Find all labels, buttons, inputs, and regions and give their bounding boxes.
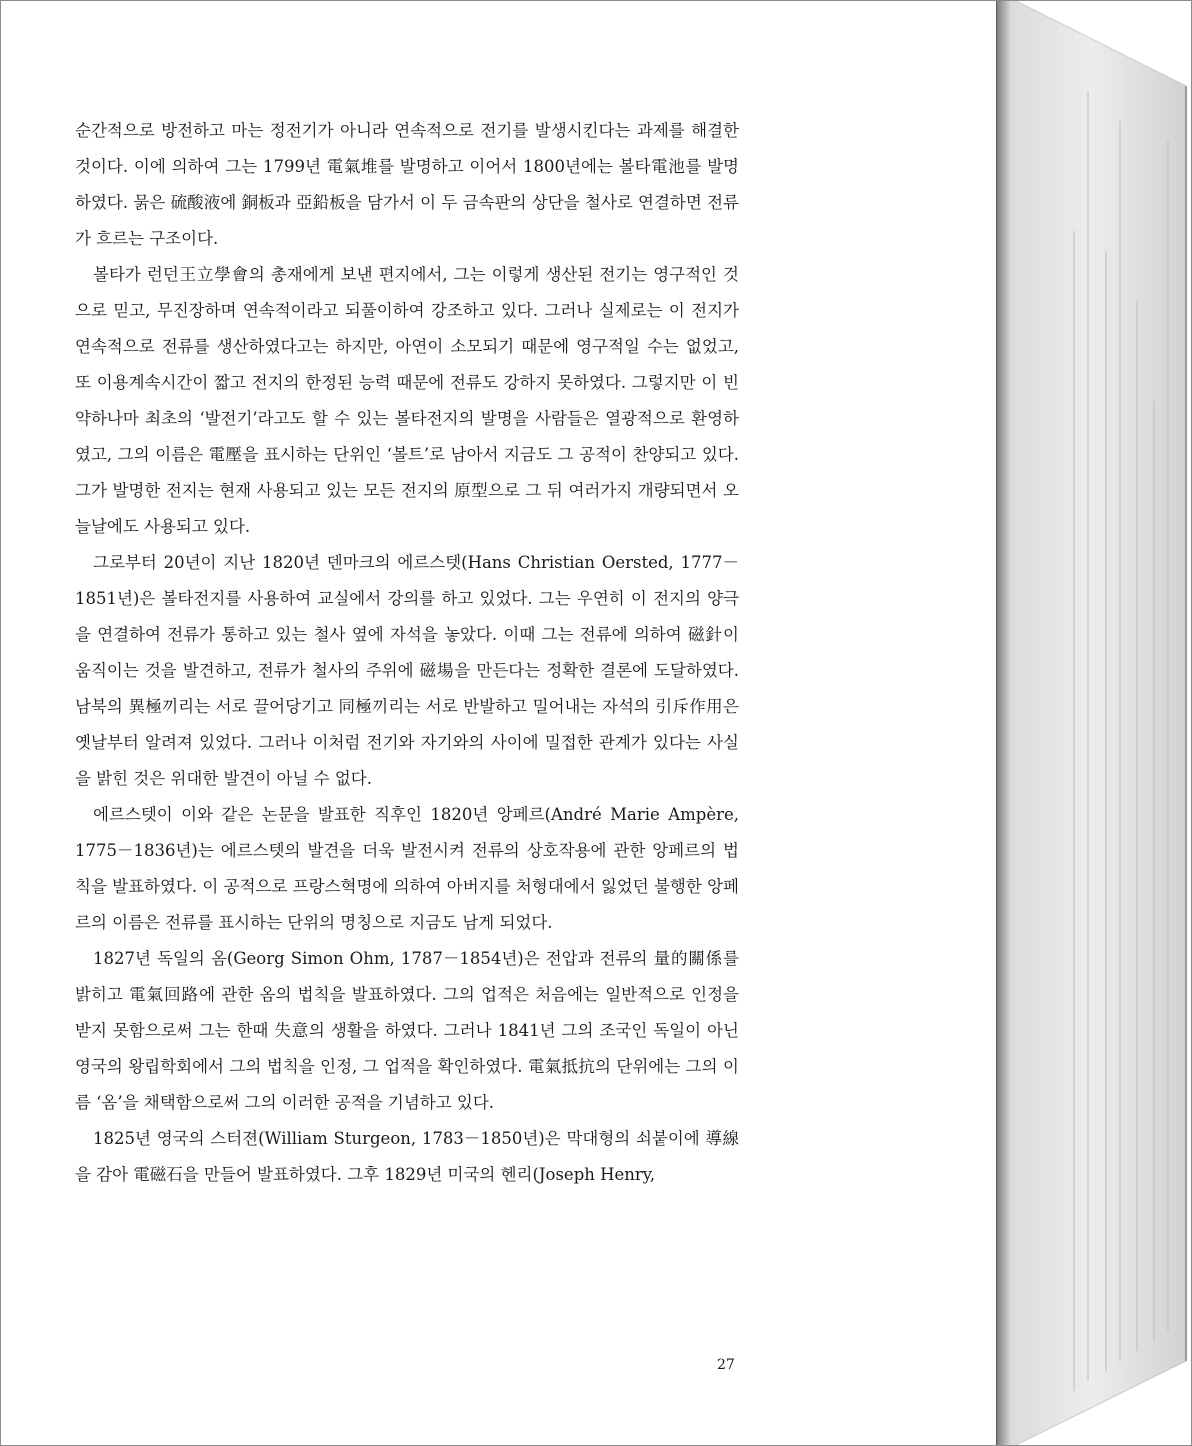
book-page-stack-edge bbox=[996, 1, 1191, 1445]
paragraph-4: 에르스텟이 이와 같은 논문을 발표한 직후인 1820년 앙페르(André Marie Ampère, 1775－1836년)는 에르스텟의 발견을 더욱 발전시켜 전류의 상호작용에 관한 앙페르의 법칙을 발표하였다. 이 공적으로 프랑스혁명에 의하여 아버지를 처형대에서 잃었던 불행한 앙페르의 이름은 전류를 표시하는 단위의 명칭으로 지금도 남게 되었다. bbox=[75, 805, 739, 932]
paragraph-3: 그로부터 20년이 지난 1820년 덴마크의 에르스텟(Hans Christian Oersted, 1777－1851년)은 볼타전지를 사용하여 교실에서 강의를 하고 있었다. 그는 우연히 이 전지의 양극을 연결하여 전류가 통하고 있는 철사 옆에 자석을 놓았다. 이때 그는 전류에 의하여 磁針이 움직이는 것을 발견하고, 전류가 철사의 주위에 磁場을 만든다는 정확한 결론에 도달하였다. 남북의 異極끼리는 서로 끌어당기고 同極끼리는 서로 반발하고 밀어내는 자석의 引斥作用은 옛날부터 알려져 있었다. 그러나 이처럼 전기와 자기와의 사이에 밀접한 관계가 있다는 사실을 밝힌 것은 위대한 발견이 아닐 수 없다. bbox=[75, 553, 739, 788]
paragraph-2: 볼타가 런던王立學會의 총재에게 보낸 편지에서, 그는 이렇게 생산된 전기는 영구적인 것으로 믿고, 무진장하며 연속적이라고 되풀이하여 강조하고 있다. 그러나 실제로는 이 전지가 연속적으로 전류를 생산하였다고는 하지만, 아연이 소모되기 때문에 영구적일 수는 없었고, 또 이용계속시간이 짧고 전지의 한정된 능력 때문에 전류도 강하지 못하였다. 그렇지만 이 빈약하나마 최초의 ‘발전기’라고도 할 수 있는 볼타전지의 발명을 사람들은 열광적으로 환영하였고, 그의 이름은 電壓을 표시하는 단위인 ‘볼트’로 남아서 지금도 그 공적이 찬양되고 있다. 그가 발명한 전지는 현재 사용되고 있는 모든 전지의 原型으로 그 뒤 여러가지 개량되면서 오늘날에도 사용되고 있다. bbox=[75, 265, 739, 536]
paragraph-5: 1827년 독일의 옴(Georg Simon Ohm, 1787－1854년)은 전압과 전류의 量的關係를 밝히고 電氣回路에 관한 옴의 법칙을 발표하였다. 그의 업적은 처음에는 일반적으로 인정을 받지 못함으로써 그는 한때 失意의 생활을 하였다. 그러나 1841년 그의 조국인 독일이 아닌 영국의 왕립학회에서 그의 법칙을 인정, 그 업적을 확인하였다. 電氣抵抗의 단위에는 그의 이름 ‘옴’을 채택함으로써 그의 이러한 공적을 기념하고 있다. bbox=[75, 949, 739, 1112]
paragraph-6: 1825년 영국의 스터젼(William Sturgeon, 1783－1850년)은 막대형의 쇠붙이에 導線을 감아 電磁石을 만들어 발표하였다. 그후 1829년 미국의 헨리(Joseph Henry, bbox=[75, 1129, 739, 1184]
page-number: 27 bbox=[717, 1357, 735, 1373]
book-page bbox=[3, 3, 996, 1443]
page-stack-graphic bbox=[996, 1, 1191, 1445]
body-text bbox=[75, 113, 739, 1193]
paragraph-1: 순간적으로 방전하고 마는 정전기가 아니라 연속적으로 전기를 발생시킨다는 과제를 해결한 것이다. 이에 의하여 그는 1799년 電氣堆를 발명하고 이어서 1800년에는 볼타電池를 발명하였다. 묽은 硫酸液에 銅板과 亞鉛板을 담가서 이 두 금속판의 상단을 철사로 연결하면 전류가 흐르는 구조이다. bbox=[75, 121, 739, 248]
